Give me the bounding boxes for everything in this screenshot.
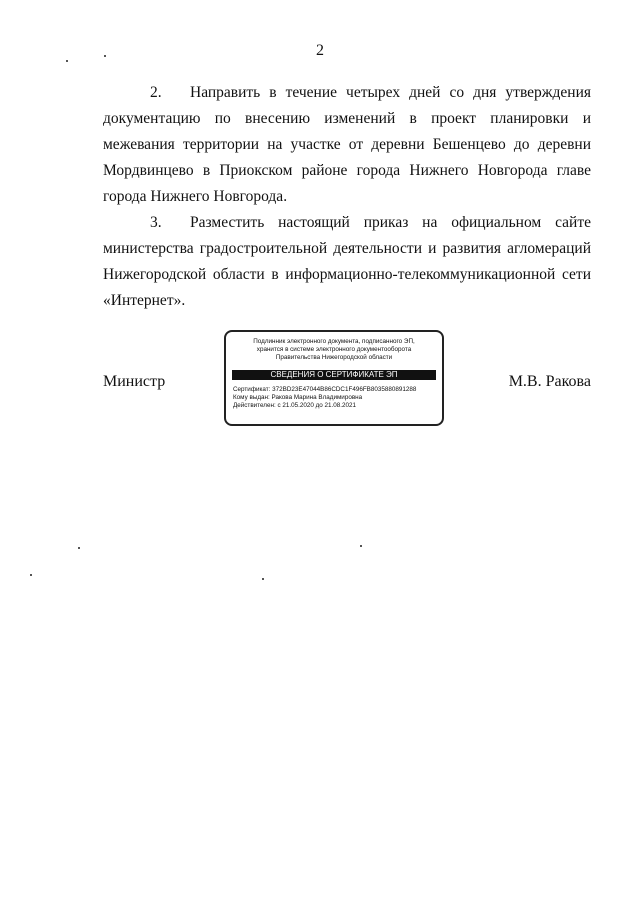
stamp-title: СВЕДЕНИЯ О СЕРТИФИКАТЕ ЭП	[232, 370, 436, 380]
electronic-signature-stamp	[224, 330, 444, 426]
signatory-name: М.В. Ракова	[508, 373, 591, 390]
stamp-validity: Действителен: с 21.05.2020 до 21.08.2021	[233, 402, 357, 409]
signature-row	[103, 330, 591, 430]
stamp-line: Подлинник электронного документа, подписанного ЭП,	[253, 338, 415, 345]
paragraph-text: Направить в течение четырех дней со дня утверждения документацию по внесению изменений в проект планировки и межевания территории на участке от деревни Бешенцево до деревни Мордвинцево в Приокском районе города Нижнего Новгорода главе города Нижнего Новгорода.	[103, 84, 591, 205]
stamp-certificate: Сертификат: 372BD23E47044B86CDC1F496FB8035880891288	[233, 386, 417, 393]
scan-speck	[78, 547, 80, 549]
paragraph-number: 3.	[150, 214, 162, 231]
paragraph-number: 2.	[150, 84, 162, 101]
document-body	[103, 80, 591, 430]
scan-speck	[30, 574, 32, 576]
signatory-role: Министр	[103, 373, 166, 390]
scan-speck	[104, 55, 106, 57]
stamp-issued-to: Кому выдан: Ракова Марина Владимировна	[233, 394, 363, 401]
stamp-line: Правительства Нижегородской области	[275, 354, 393, 361]
paragraph-text: Разместить настоящий приказ на официальном сайте министерства градостроительной деятельности и развития агломераций Нижегородской области в информационно-телекоммуникационной сети «Интернет».	[103, 214, 591, 309]
stamp-line: хранится в системе электронного документооборота	[256, 346, 412, 353]
scan-speck	[360, 545, 362, 547]
paragraph-2	[103, 80, 591, 210]
scan-speck	[262, 578, 264, 580]
scan-speck	[66, 60, 68, 62]
paragraph-3	[103, 210, 591, 314]
page-number: 2	[316, 42, 324, 59]
